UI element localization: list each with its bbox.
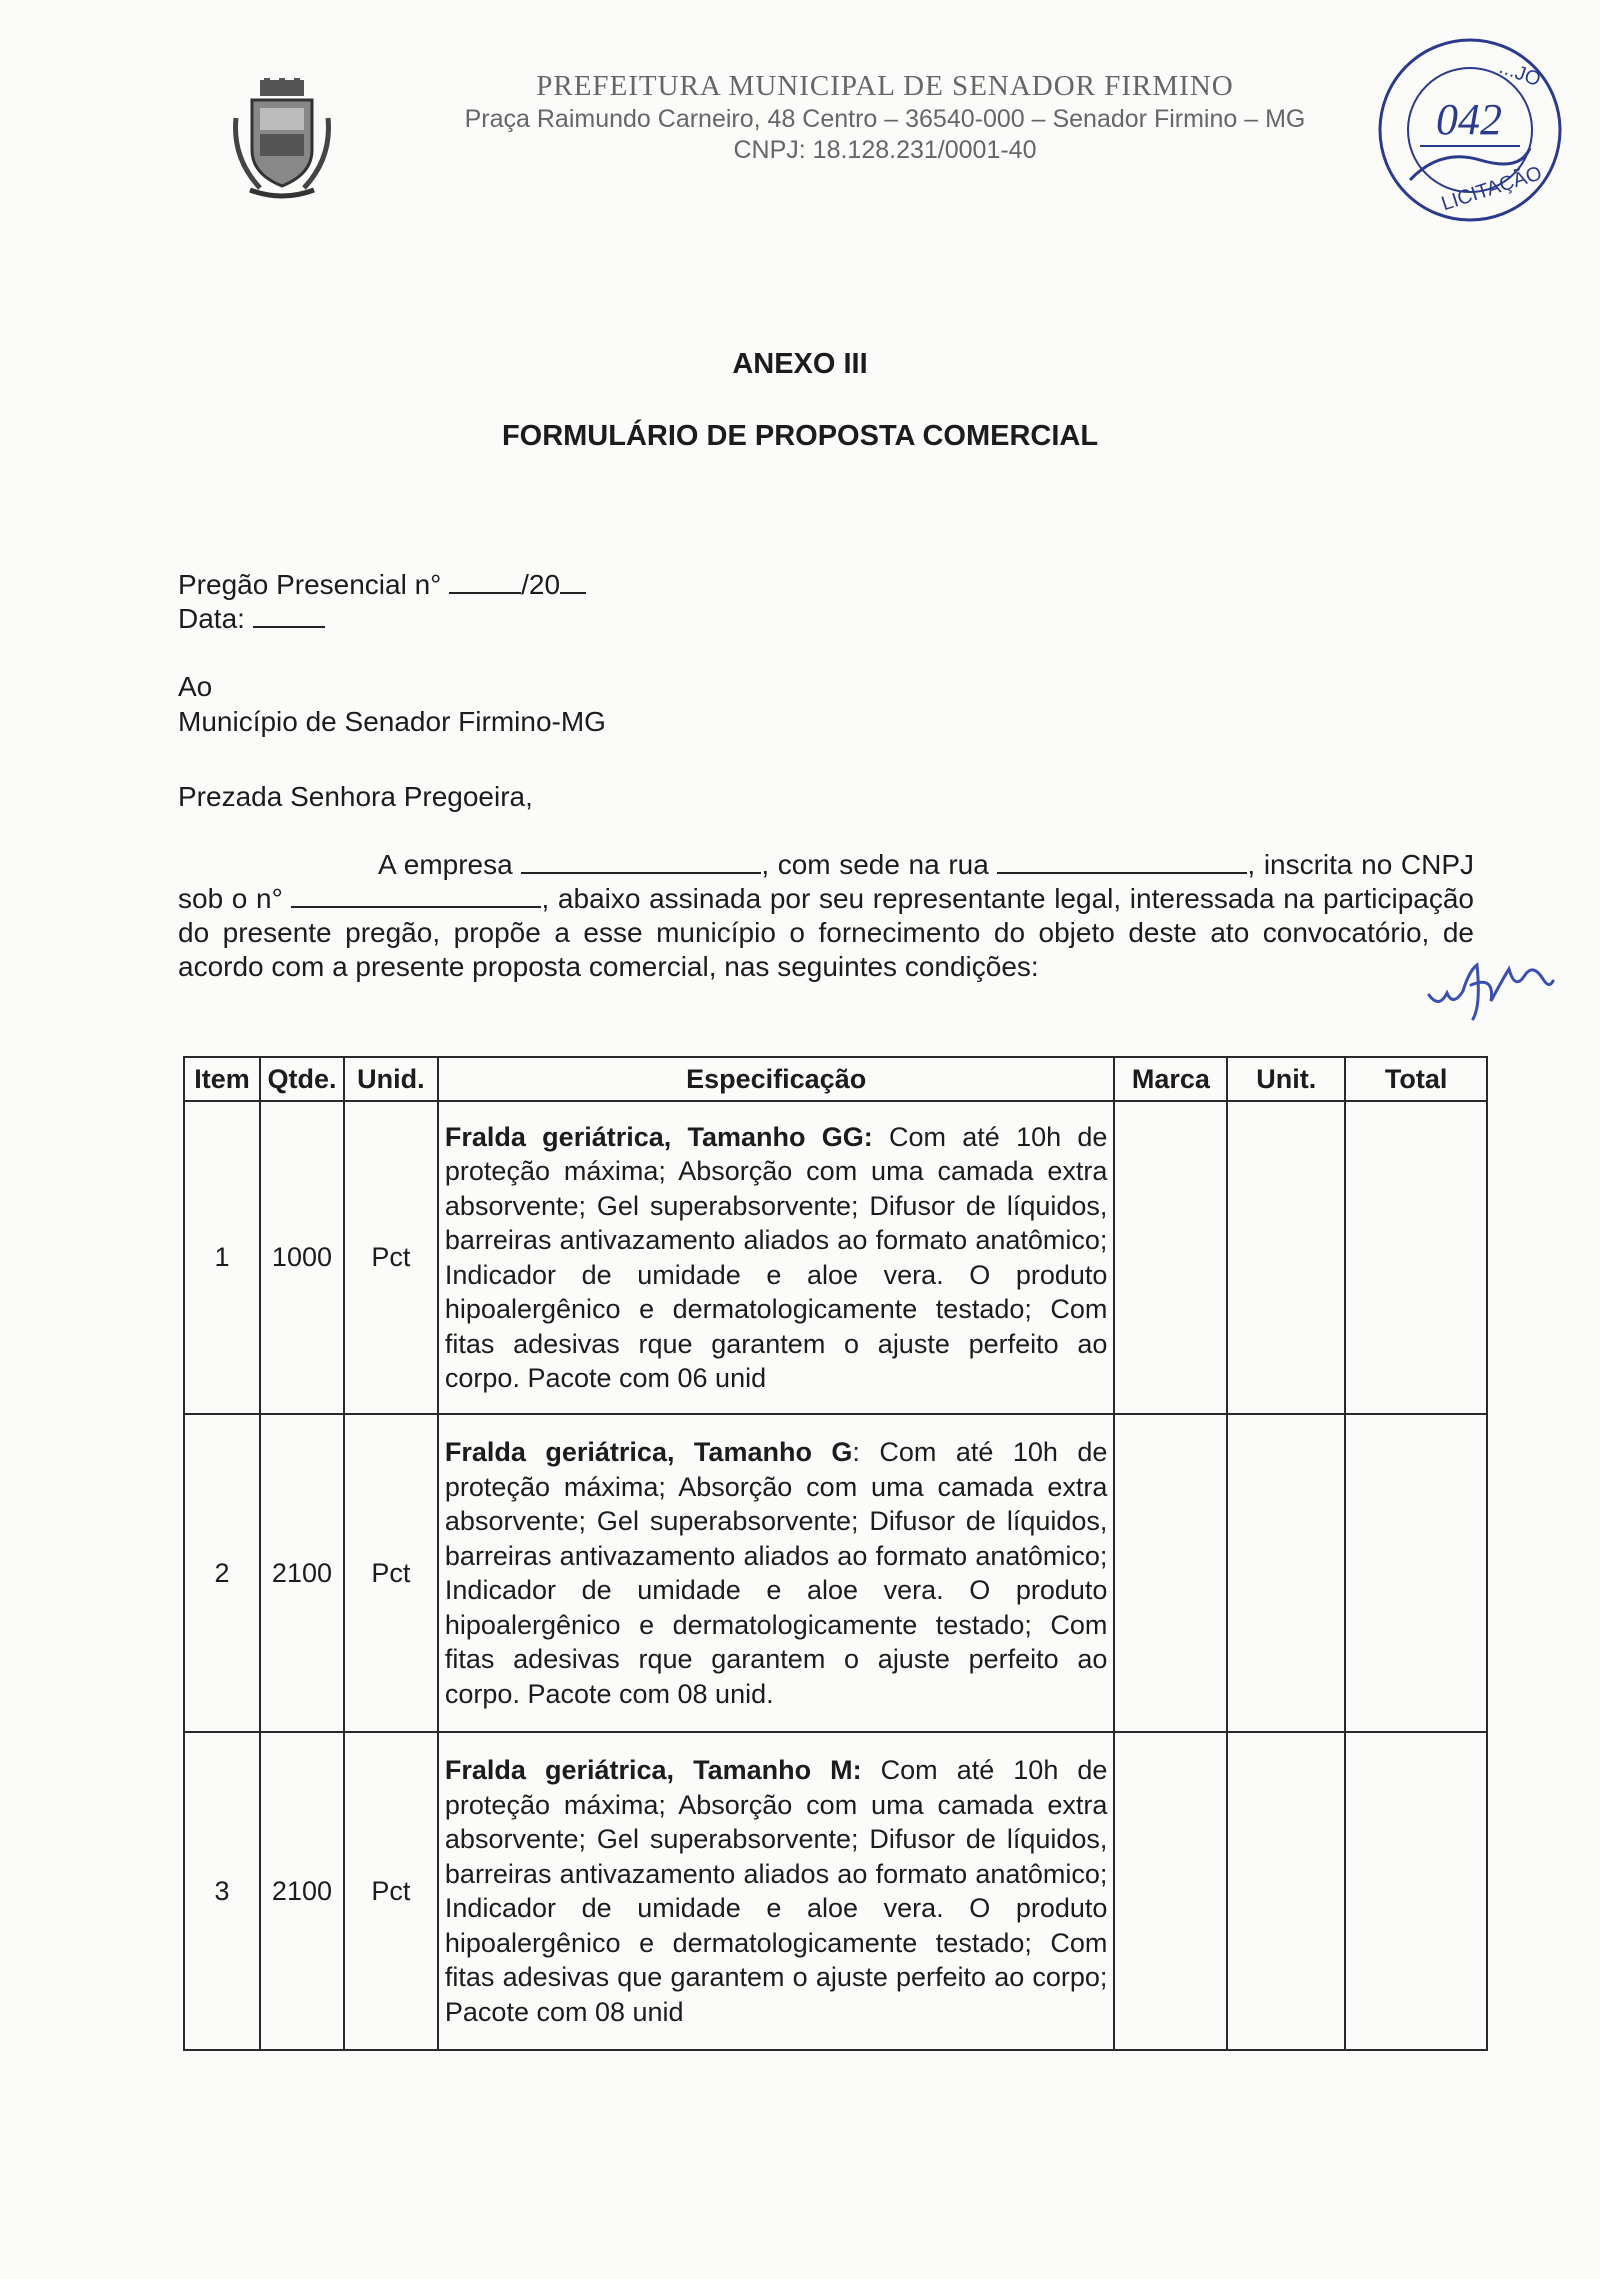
- col-total-header: Total: [1345, 1057, 1487, 1101]
- stamp-bottom-text: LICITAÇÃO: [1438, 162, 1545, 216]
- proposal-text: [178, 848, 1474, 984]
- row-total-cell[interactable]: [1345, 1414, 1487, 1732]
- para-part-3: , inscrita no CNPJ sob o n°: [178, 849, 1475, 914]
- para-part-4: , abaixo assinada por seu representante legal, interessada na participação do presente pregão, propõe a esse município o fornecimento do objeto deste ato convocatório, de acordo com a presente proposta comercial, nas seguintes condições:: [178, 883, 1475, 982]
- pregao-line: [178, 568, 586, 602]
- letterhead-address: Praça Raimundo Carneiro, 48 Centro – 36540-000 – Senador Firmino – MG: [464, 105, 1306, 133]
- row-spec-text: : Com até 10h de proteção máxima; Absorção com uma camada extra absorvente; Gel superabsorvente; Difusor de líquidos, barreiras antivazamento aliados ao formato anatômico; Indicador de umidade e aloe vera. O produto hipoalergênico e dermatologicamente testado; Com fitas adesivas rque garantem o ajuste perfeito ao corpo. Pacote com 08 unid.: [444, 1437, 1108, 1709]
- greeting: Prezada Senhora Pregoeira,: [178, 781, 533, 812]
- product-table: [183, 1056, 1488, 2051]
- pregao-suffix: /20: [521, 569, 561, 600]
- pregao-year-blank[interactable]: [560, 568, 586, 594]
- para-part-2: , com sede na rua: [761, 849, 989, 880]
- row-spec: [438, 1732, 1115, 2050]
- row-qtde: 2100: [260, 1414, 344, 1732]
- pregao-number-blank[interactable]: [449, 568, 521, 594]
- row-unid: Pct: [344, 1101, 438, 1414]
- protocol-stamp-icon: [1370, 30, 1570, 230]
- row-unid: Pct: [344, 1414, 438, 1732]
- row-qtde: 2100: [260, 1732, 344, 2050]
- proposal-paragraph: [178, 848, 1474, 984]
- row-spec-text: Com até 10h de proteção máxima; Absorção com uma camada extra absorvente; Gel superabsorvente; Difusor de líquidos, barreiras antivazamento aliados ao formato anatômico; Indicador de umidade e aloe vera. O produto hipoalergênico e dermatologicamente testado; Com fitas adesivas rque garantem o ajuste perfeito ao corpo. Pacote com 06 unid: [444, 1121, 1108, 1393]
- date-label: Data:: [178, 603, 245, 634]
- table-row: [184, 1101, 1487, 1414]
- table-row: [184, 1732, 1487, 2050]
- row-unit-cell[interactable]: [1227, 1414, 1345, 1732]
- form-title: FORMULÁRIO DE PROPOSTA COMERCIAL: [501, 420, 1099, 452]
- date-blank[interactable]: [253, 602, 325, 628]
- row-marca-cell[interactable]: [1114, 1101, 1227, 1414]
- addressee-line-1: Ao: [178, 671, 213, 702]
- row-unit-cell[interactable]: [1227, 1732, 1345, 2050]
- row-spec-title: Fralda geriátrica, Tamanho G: [444, 1437, 853, 1467]
- row-unit-cell[interactable]: [1227, 1101, 1345, 1414]
- cnpj-blank[interactable]: [291, 882, 541, 908]
- row-spec: [438, 1101, 1115, 1414]
- municipal-crest-icon: [230, 78, 334, 200]
- addressee-line-2: Município de Senador Firmino-MG: [178, 706, 606, 737]
- col-unid-header: Unid.: [344, 1057, 438, 1101]
- row-marca-cell[interactable]: [1114, 1414, 1227, 1732]
- table-header-row: [184, 1057, 1487, 1101]
- col-spec-header: Especificação: [438, 1057, 1115, 1101]
- row-unid: Pct: [344, 1732, 438, 2050]
- pregao-label: Pregão Presencial n°: [178, 569, 442, 600]
- signature-mark: [1425, 935, 1555, 1025]
- col-qtde-header: Qtde.: [260, 1057, 344, 1101]
- col-unit-header: Unit.: [1227, 1057, 1345, 1101]
- letterhead-cnpj: CNPJ: 18.128.231/0001-40: [733, 136, 1037, 164]
- row-item: 2: [184, 1414, 260, 1732]
- date-line: [178, 602, 325, 636]
- row-spec-title: Fralda geriátrica, Tamanho M:: [444, 1755, 862, 1785]
- table-row: [184, 1414, 1487, 1732]
- annex-title: ANEXO III: [732, 348, 868, 380]
- company-name-blank[interactable]: [521, 848, 761, 874]
- row-qtde: 1000: [260, 1101, 344, 1414]
- col-marca-header: Marca: [1114, 1057, 1227, 1101]
- row-item: 1: [184, 1101, 260, 1414]
- street-blank[interactable]: [997, 848, 1247, 874]
- letterhead-title: PREFEITURA MUNICIPAL DE SENADOR FIRMINO: [536, 70, 1234, 102]
- row-spec: [438, 1414, 1115, 1732]
- col-item-header: Item: [184, 1057, 260, 1101]
- row-marca-cell[interactable]: [1114, 1732, 1227, 2050]
- row-spec-text: Com até 10h de proteção máxima; Absorção com uma camada extra absorvente; Gel superabsorvente; Difusor de líquidos, barreiras antivazamento aliados ao formato anatômico; Indicador de umidade e aloe vera. O produto hipoalergênico e dermatologicamente testado; Com fitas adesivas que garantem o ajuste perfeito ao corpo; Pacote com 08 unid: [444, 1755, 1108, 2027]
- para-part-1: A empresa: [378, 849, 513, 880]
- stamp-number: 042: [1436, 95, 1502, 144]
- row-total-cell[interactable]: [1345, 1101, 1487, 1414]
- row-spec-title: Fralda geriátrica, Tamanho GG:: [444, 1121, 873, 1152]
- row-item: 3: [184, 1732, 260, 2050]
- row-total-cell[interactable]: [1345, 1732, 1487, 2050]
- stamp-top-text: ...JO: [1496, 56, 1544, 92]
- letterhead: [395, 70, 1375, 165]
